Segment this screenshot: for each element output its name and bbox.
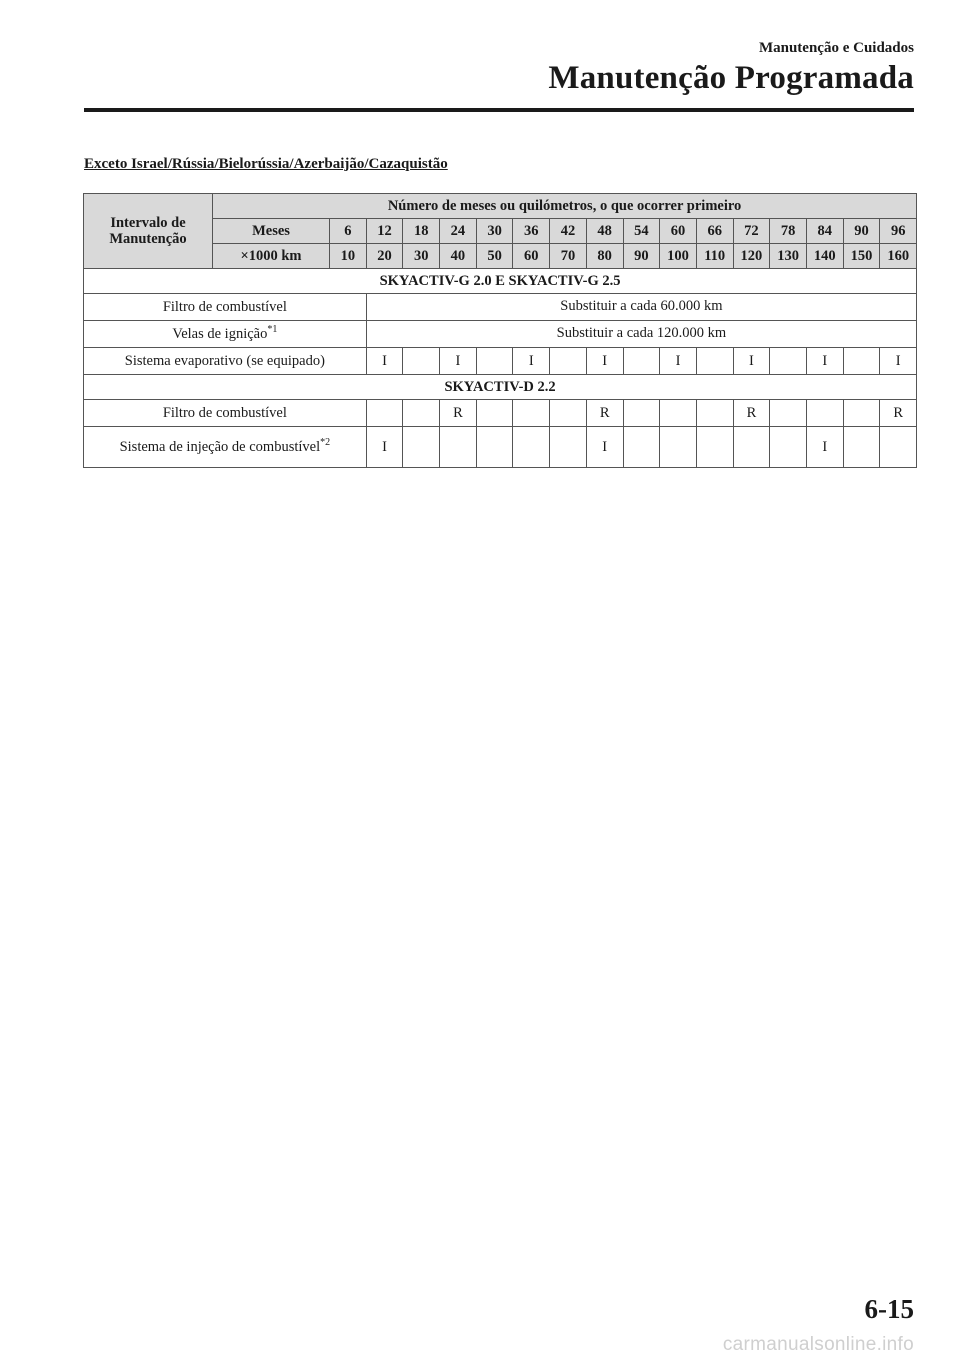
- footnote-marker: *1: [267, 324, 278, 336]
- watermark: carmanualsonline.info: [722, 1334, 914, 1355]
- maintenance-schedule-table: [83, 193, 917, 468]
- item-label: [84, 294, 367, 321]
- span-instruction: Substituir a cada 60.000 km: [366, 294, 916, 321]
- header-rule: [84, 108, 914, 112]
- schedule-cell: [880, 427, 917, 468]
- schedule-cell: [770, 427, 807, 468]
- schedule-cell: R: [880, 400, 917, 427]
- schedule-cell: [623, 348, 660, 375]
- km-cell: 90: [623, 244, 660, 269]
- schedule-cell: [513, 400, 550, 427]
- schedule-cell: I: [586, 427, 623, 468]
- schedule-cell: I: [440, 348, 477, 375]
- group-name: SKYACTIV-D 2.2: [84, 375, 917, 400]
- schedule-cell: I: [733, 348, 770, 375]
- schedule-cell: R: [440, 400, 477, 427]
- item-text: Filtro de combustível: [162, 299, 287, 315]
- month-cell: 90: [843, 219, 880, 244]
- item-text: Filtro de combustível: [162, 405, 287, 421]
- span-header: Número de meses ou quilómetros, o que ocorrer primeiro: [213, 194, 917, 219]
- schedule-cell: [366, 400, 403, 427]
- km-cell: 80: [586, 244, 623, 269]
- schedule-cell: [660, 427, 697, 468]
- schedule-cell: [476, 427, 513, 468]
- section-title: Exceto Israel/Rússia/Bielorússia/Azerbaijão/Cazaquistão: [84, 156, 448, 172]
- km-cell: 140: [806, 244, 843, 269]
- schedule-cell: [513, 427, 550, 468]
- schedule-cell: [623, 400, 660, 427]
- schedule-cell: [403, 427, 440, 468]
- schedule-cell: I: [366, 348, 403, 375]
- group-row: [84, 375, 917, 400]
- schedule-cell: [550, 400, 587, 427]
- table-row: [84, 321, 917, 348]
- km-cell: 20: [366, 244, 403, 269]
- month-cell: 78: [770, 219, 807, 244]
- km-cell: 70: [550, 244, 587, 269]
- schedule-cell: [476, 400, 513, 427]
- footnote-marker: *2: [320, 436, 331, 448]
- km-cell: 40: [440, 244, 477, 269]
- km-cell: 130: [770, 244, 807, 269]
- schedule-cell: [770, 348, 807, 375]
- schedule-cell: [696, 400, 733, 427]
- page-number: 6-15: [864, 1294, 914, 1324]
- km-cell: 50: [476, 244, 513, 269]
- schedule-cell: [806, 400, 843, 427]
- schedule-cell: I: [660, 348, 697, 375]
- group-row: [84, 269, 917, 294]
- schedule-cell: [476, 348, 513, 375]
- schedule-cell: [403, 348, 440, 375]
- schedule-cell: [843, 348, 880, 375]
- schedule-cell: [696, 427, 733, 468]
- schedule-cell: I: [366, 427, 403, 468]
- schedule-cell: [550, 348, 587, 375]
- month-cell: 60: [660, 219, 697, 244]
- table-row: [84, 294, 917, 321]
- schedule-cell: I: [806, 427, 843, 468]
- schedule-cell: I: [586, 348, 623, 375]
- month-cell: 72: [733, 219, 770, 244]
- table-row: [84, 348, 917, 375]
- month-cell: 48: [586, 219, 623, 244]
- month-cell: 66: [696, 219, 733, 244]
- schedule-cell: [550, 427, 587, 468]
- km-cell: 110: [696, 244, 733, 269]
- item-text: Sistema evaporativo (se equipado): [124, 353, 325, 369]
- schedule-cell: [733, 427, 770, 468]
- item-text: Velas de ignição: [172, 326, 268, 342]
- km-cell: 100: [660, 244, 697, 269]
- schedule-cell: [696, 348, 733, 375]
- schedule-cell: I: [806, 348, 843, 375]
- schedule-cell: R: [586, 400, 623, 427]
- month-cell: 96: [880, 219, 917, 244]
- schedule-cell: R: [733, 400, 770, 427]
- group-name: SKYACTIV-G 2.0 E SKYACTIV-G 2.5: [84, 269, 917, 294]
- table-row: [84, 400, 917, 427]
- item-label: [84, 348, 367, 375]
- km-cell: 150: [843, 244, 880, 269]
- item-label: [84, 321, 367, 348]
- km-cell: 60: [513, 244, 550, 269]
- month-cell: 84: [806, 219, 843, 244]
- months-label: Meses: [213, 219, 330, 244]
- schedule-cell: [843, 400, 880, 427]
- schedule-cell: [843, 427, 880, 468]
- km-cell: 160: [880, 244, 917, 269]
- schedule-cell: [440, 427, 477, 468]
- km-label: ×1000 km: [213, 244, 330, 269]
- corner-label: Intervalo de Manutenção: [84, 194, 213, 269]
- km-cell: 10: [330, 244, 367, 269]
- schedule-cell: I: [880, 348, 917, 375]
- schedule-cell: [623, 427, 660, 468]
- month-cell: 18: [403, 219, 440, 244]
- item-text: Sistema de injeção de combustível: [119, 438, 321, 455]
- month-cell: 24: [440, 219, 477, 244]
- table-row: [84, 427, 917, 468]
- km-cell: 120: [733, 244, 770, 269]
- item-label: [84, 400, 367, 427]
- page-title: Manutenção Programada: [548, 60, 914, 96]
- month-cell: 12: [366, 219, 403, 244]
- month-cell: 42: [550, 219, 587, 244]
- schedule-cell: [660, 400, 697, 427]
- schedule-cell: I: [513, 348, 550, 375]
- month-cell: 36: [513, 219, 550, 244]
- month-cell: 6: [330, 219, 367, 244]
- month-cell: 54: [623, 219, 660, 244]
- km-cell: 30: [403, 244, 440, 269]
- span-instruction: Substituir a cada 120.000 km: [366, 321, 916, 348]
- item-label: [84, 427, 367, 468]
- table-header-row: [84, 194, 917, 219]
- schedule-cell: [770, 400, 807, 427]
- chapter-label: Manutenção e Cuidados: [758, 40, 914, 56]
- month-cell: 30: [476, 219, 513, 244]
- schedule-cell: [403, 400, 440, 427]
